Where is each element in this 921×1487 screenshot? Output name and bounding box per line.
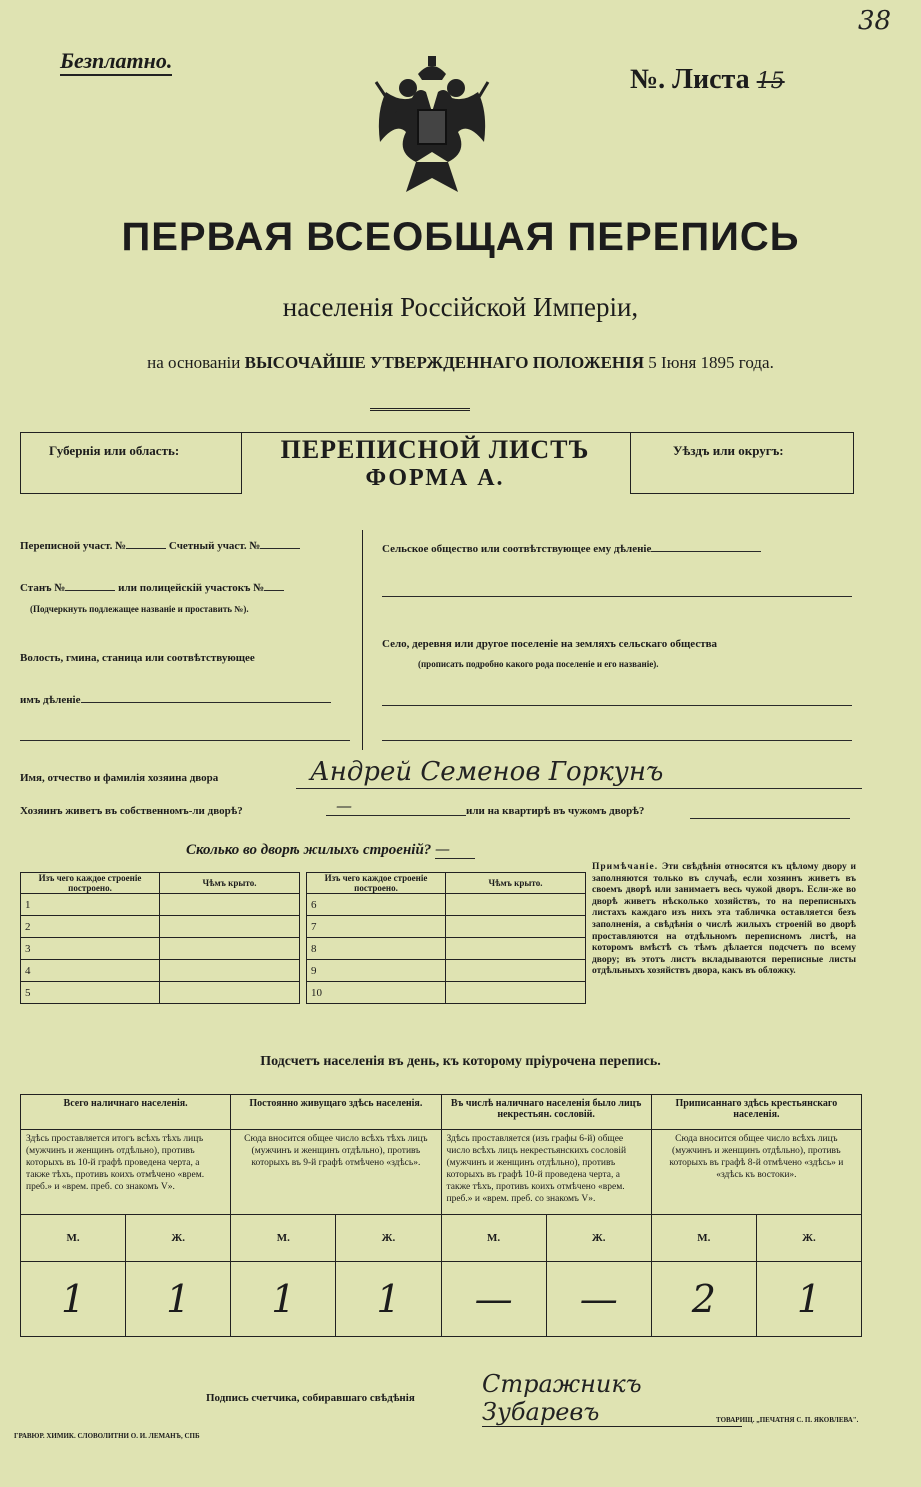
col-total-title: Всего наличнаго населенія. xyxy=(21,1095,231,1130)
table-row xyxy=(21,894,300,916)
registered-male-value: 2 xyxy=(651,1262,756,1337)
male-header: М. xyxy=(441,1215,546,1262)
col-registered-title: Приписаннаго здѣсь крестьянскаго населенія. xyxy=(651,1095,861,1130)
col-registered-desc: Сюда вносится общее число всѣхъ лицъ (мужчинъ и женщинъ отдѣльно), противъ которыхъ въ графѣ 8-й отмѣчено «здѣсь» и «здѣсь къ востоки». xyxy=(651,1130,861,1215)
village-line-1 xyxy=(382,705,852,706)
table-row xyxy=(307,938,586,960)
sheet-number-text: №. Листа xyxy=(630,64,750,95)
col-roof-header: Чѣмъ крыто. xyxy=(160,873,300,894)
page-subtitle: населенія Россійской Имперіи, xyxy=(282,292,639,322)
village-note: (прописать подробно какого рода поселеніе и его названіе). xyxy=(418,659,659,669)
population-table xyxy=(20,1094,862,1337)
fields-divider xyxy=(362,530,363,750)
volost-label-2: имъ дѣленіе xyxy=(20,694,81,706)
female-header: Ж. xyxy=(126,1215,231,1262)
province-label: Губернія или область: xyxy=(49,443,180,458)
table-row xyxy=(21,960,300,982)
row-number: 8 xyxy=(307,938,446,960)
province-box xyxy=(20,432,242,494)
table-cell xyxy=(160,894,300,916)
col-permanent-desc: Сюда вносится общее число всѣхъ тѣхъ лицъ (мужчинъ и женщинъ отдѣльно), противъ которыхъ въ 9-й графѣ отмѣчено «здѣсь». xyxy=(231,1130,441,1215)
table-row xyxy=(307,894,586,916)
printer-right: ТОВАРИЩ. „ПЕЧАТНЯ С. П. ЯКОВЛЕВА". xyxy=(716,1416,859,1424)
buildings-table-right xyxy=(306,872,586,1004)
table-row xyxy=(307,982,586,1004)
police-area-label: или полицейскій участокъ № xyxy=(118,582,265,594)
row-number: 3 xyxy=(21,938,160,960)
census-area-field xyxy=(20,540,350,552)
population-heading: Подсчетъ населенія въ день, къ которому пріурочена перепись. xyxy=(260,1054,661,1069)
col-material-header: Изъ чего каждое строеніе построено. xyxy=(21,873,160,894)
nonpeasant-female-value: — xyxy=(546,1262,651,1337)
row-number: 4 xyxy=(21,960,160,982)
col-material-header: Изъ чего каждое строеніе построено. xyxy=(307,873,446,894)
table-cell xyxy=(160,938,300,960)
printer-left: ГРАВЮР. ХИМИК. СЛОВОЛИТНИ О. И. ЛЕМАНЪ, СПБ xyxy=(14,1432,200,1440)
double-headed-eagle-emblem xyxy=(366,52,498,202)
society-label: Сельское общество или соотвѣтствующее ему дѣленіе xyxy=(382,543,652,555)
table-row xyxy=(307,916,586,938)
male-header: М. xyxy=(651,1215,756,1262)
female-header: Ж. xyxy=(336,1215,441,1262)
buildings-question-text: Сколько во дворѣ жилыхъ строеній? xyxy=(186,842,432,858)
col-total-desc: Здѣсь проставляется итогъ всѣхъ тѣхъ лицъ (мужчинъ и женщинъ отдѣльно), противъ которыхъ въ 10-й графѣ проведена черта, а также тѣхъ, противъ коихъ отмѣчено «врем. преб.» и «врем. преб. со знакомъ V». xyxy=(21,1130,231,1215)
note-text: Эти свѣдѣнія относятся къ цѣлому двору и заполняются только въ случаѣ, если хозяинъ живетъ въ своемъ дворѣ или занимаетъ весь чужой дворъ. Если-же во дворѣ живетъ нѣсколько хозяйствъ, то на переписныхъ листахъ каждаго изъ нихъ эта табличка оставляется безъ заполненія, а свѣдѣнія о числѣ жилыхъ строеній во дворѣ проставляются на отдѣльномъ переписномъ листѣ, на которомъ вмѣстѣ съ тѣмъ дѣлается подсчетъ по всему двору; въ этотъ листъ вкладываются переписные листы отдѣльныхъ хозяйствъ двора, какъ въ обложку. xyxy=(592,862,856,977)
own-yard-label: Хозяинъ живетъ въ собственномъ-ли дворѣ? xyxy=(20,805,243,817)
col-nonpeasant-desc: Здѣсь проставляется (изъ графы 6-й) общее число всѣхъ лицъ некрестьянскихъ сословій (мужчинъ и женщинъ отдѣльно), противъ которыхъ въ графѣ 10-й проведена черта, а также тѣхъ, противъ коихъ отмѣчено «врем. преб.» и «врем. преб. со знакомъ V». xyxy=(441,1130,651,1215)
table-cell xyxy=(446,982,586,1004)
table-row xyxy=(21,916,300,938)
male-header: М. xyxy=(231,1215,336,1262)
title-divider xyxy=(370,408,470,411)
buildings-question xyxy=(186,840,475,859)
table-row xyxy=(21,938,300,960)
permanent-male-value: 1 xyxy=(231,1262,336,1337)
stan-label: Станъ № xyxy=(20,582,66,594)
table-cell xyxy=(446,938,586,960)
registered-female-value: 1 xyxy=(756,1262,861,1337)
male-header: М. xyxy=(21,1215,126,1262)
stan-field xyxy=(20,582,350,594)
col-roof-header: Чѣмъ крыто. xyxy=(446,873,586,894)
female-header: Ж. xyxy=(546,1215,651,1262)
owner-name-label: Имя, отчество и фамилія хозяина двора xyxy=(20,772,219,784)
form-subtitle: ФОРМА А. xyxy=(365,465,505,491)
basis-prefix: на основаніи xyxy=(147,353,241,372)
village-label: Село, деревня или другое поселеніе на земляхъ сельскаго общества xyxy=(382,638,718,650)
signature-label: Подпись счетчика, собиравшаго свѣдѣнія xyxy=(206,1392,415,1404)
row-number: 5 xyxy=(21,982,160,1004)
table-row xyxy=(21,982,300,1004)
nonpeasant-male-value: — xyxy=(441,1262,546,1337)
village-line-2 xyxy=(382,740,852,741)
sheet-number-label xyxy=(630,64,785,96)
volost-label: Волость, гмина, станица или соотвѣтствующее xyxy=(20,652,255,664)
table-row xyxy=(307,960,586,982)
rented-label: или на квартирѣ въ чужомъ дворѣ? xyxy=(466,805,645,817)
table-cell xyxy=(160,982,300,1004)
table-cell xyxy=(446,916,586,938)
row-number: 2 xyxy=(21,916,160,938)
district-box xyxy=(630,432,854,494)
left-field-line xyxy=(20,740,350,741)
note-block xyxy=(592,862,856,978)
col-permanent-title: Постоянно живущаго здѣсь населенія. xyxy=(231,1095,441,1130)
page-title: ПЕРВАЯ ВСЕОБЩАЯ ПЕРЕПИСЬ xyxy=(121,215,800,259)
row-number: 7 xyxy=(307,916,446,938)
buildings-table-left xyxy=(20,872,300,1004)
volost-field xyxy=(20,694,350,706)
stan-note: (Подчеркнуть подлежащее названіе и проставить №). xyxy=(30,604,249,614)
form-title-box xyxy=(240,432,630,513)
society-field xyxy=(382,543,852,555)
counting-area-label: Счетный участ. № xyxy=(168,540,261,552)
note-heading: Примѣчаніе. xyxy=(592,862,659,872)
form-title: ПЕРЕПИСНОЙ ЛИСТЪ xyxy=(280,435,590,464)
basis-date: 5 Іюня 1895 года. xyxy=(648,353,774,372)
buildings-value: — xyxy=(435,840,475,859)
row-number: 6 xyxy=(307,894,446,916)
table-cell xyxy=(160,960,300,982)
permanent-female-value: 1 xyxy=(336,1262,441,1337)
row-number: 9 xyxy=(307,960,446,982)
table-cell xyxy=(160,916,300,938)
district-label: Уѣздъ или округъ: xyxy=(673,443,784,458)
row-number: 10 xyxy=(307,982,446,1004)
table-cell xyxy=(446,894,586,916)
society-line xyxy=(382,596,852,597)
col-nonpeasant-title: Въ числѣ наличнаго населенія было лицъ некрестьян. сословій. xyxy=(441,1095,651,1130)
owner-name-value: Андрей Семенов Горкунъ xyxy=(296,756,862,789)
corner-page-number: 38 xyxy=(858,6,892,36)
form-box xyxy=(20,432,852,512)
row-number: 1 xyxy=(21,894,160,916)
female-header: Ж. xyxy=(756,1215,861,1262)
basis-line xyxy=(0,353,921,373)
rented-line xyxy=(690,818,850,819)
total-male-value: 1 xyxy=(21,1262,126,1337)
table-cell xyxy=(446,960,586,982)
free-label: Безплатно. xyxy=(60,48,172,76)
census-area-label: Переписной участ. № xyxy=(20,540,127,552)
basis-main: ВЫСОЧАЙШЕ УТВЕРЖДЕННАГО ПОЛОЖЕНІЯ xyxy=(244,353,645,372)
signature-value: Стражникъ Зубаревъ xyxy=(482,1370,742,1427)
sheet-number-value: 15 xyxy=(756,69,785,94)
total-female-value: 1 xyxy=(126,1262,231,1337)
own-yard-value: — xyxy=(326,796,466,816)
